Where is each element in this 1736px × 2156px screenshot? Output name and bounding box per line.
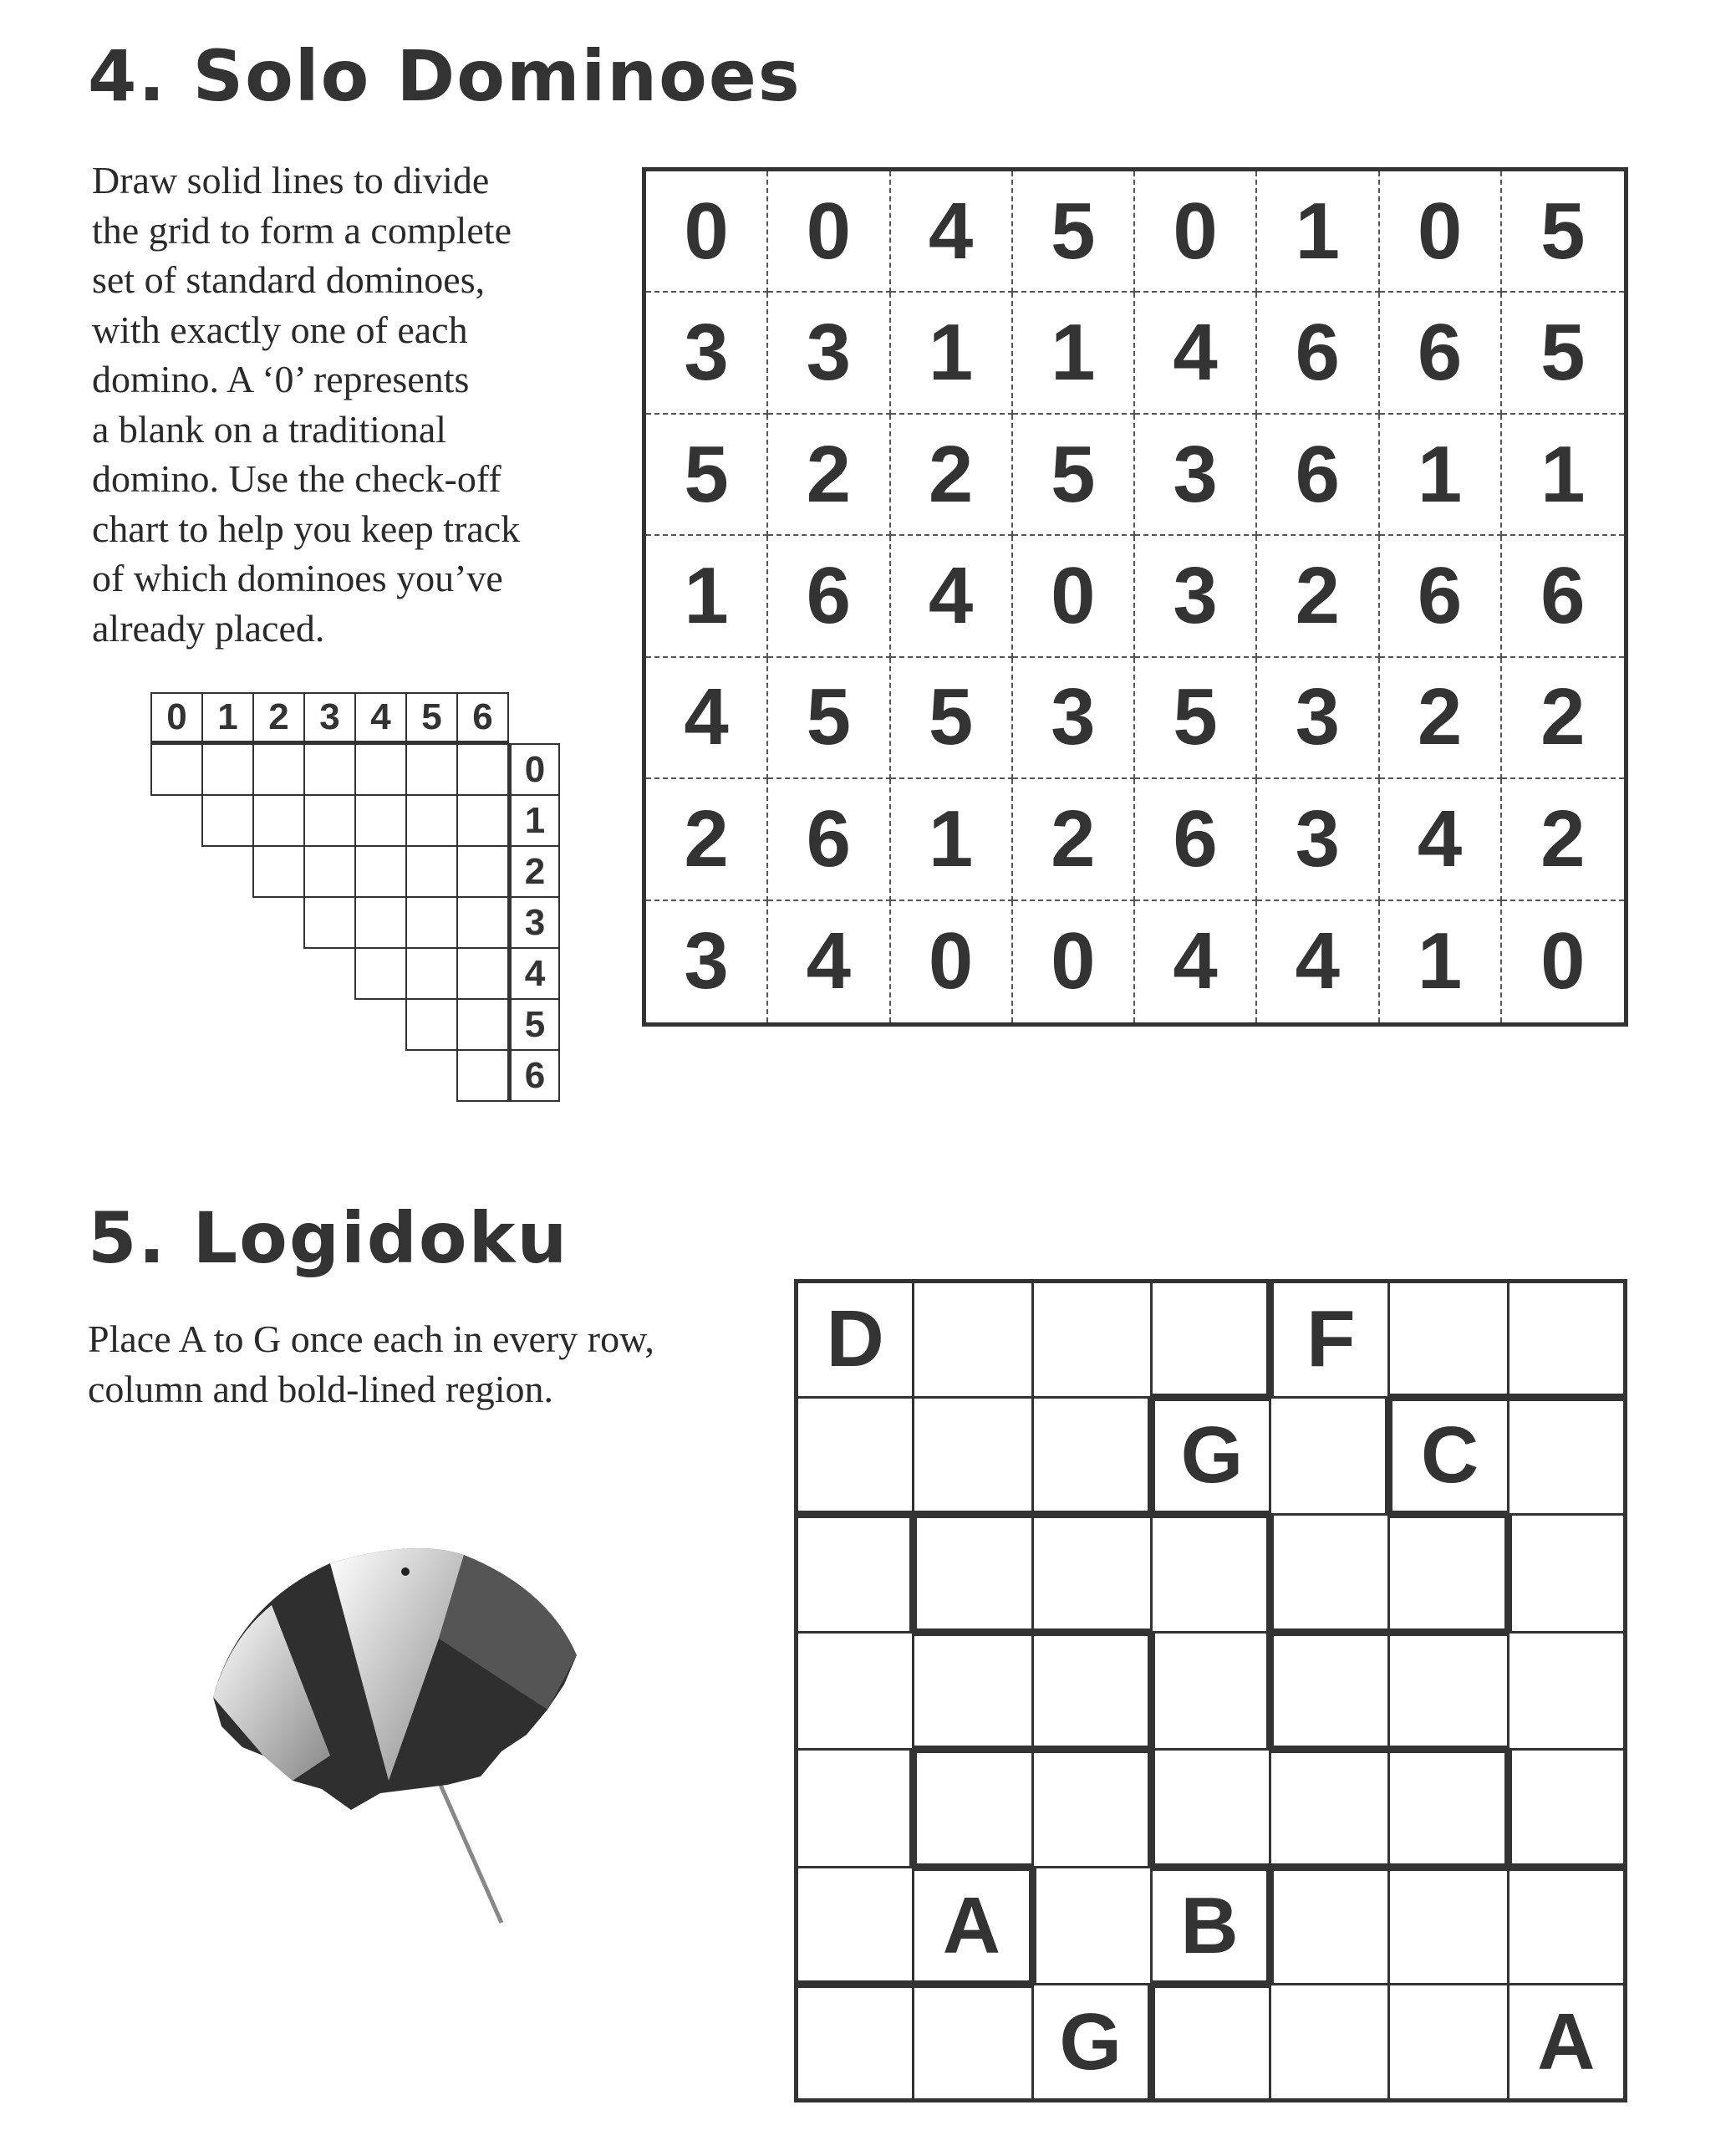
checkoff-box[interactable]: [456, 998, 509, 1051]
checkoff-box[interactable]: [405, 947, 458, 1000]
domino-cell[interactable]: 3: [1257, 779, 1379, 900]
logidoku-cell[interactable]: [1508, 1749, 1627, 1868]
logidoku-cell[interactable]: A: [913, 1867, 1032, 1985]
domino-cell[interactable]: 3: [1257, 658, 1379, 779]
domino-cell[interactable]: 0: [768, 171, 890, 293]
checkoff-column-header: 6: [456, 692, 509, 745]
domino-cell[interactable]: 0: [1540, 916, 1586, 1007]
domino-cell[interactable]: 4: [891, 171, 1013, 293]
domino-cell[interactable]: 6: [1502, 536, 1624, 657]
umbrella-icon: [196, 1538, 589, 1939]
checkoff-box[interactable]: [456, 1049, 509, 1102]
checkoff-row-header: 4: [507, 947, 560, 1000]
domino-cell[interactable]: 4: [768, 901, 890, 1022]
logidoku-cell[interactable]: [913, 1514, 1032, 1633]
checkoff-box[interactable]: [303, 794, 356, 847]
checkoff-row-header: 6: [507, 1049, 560, 1102]
logidoku-cell[interactable]: [794, 1984, 914, 2102]
logidoku-cell[interactable]: D: [794, 1279, 914, 1398]
logidoku-cell[interactable]: [1388, 1632, 1508, 1751]
puzzle-4-title: 4. Solo Dominoes: [88, 35, 802, 117]
logidoku-cell[interactable]: [1151, 1632, 1270, 1751]
domino-cell[interactable]: 5: [646, 415, 768, 536]
domino-cell[interactable]: 2: [1013, 779, 1135, 900]
domino-cell[interactable]: 1: [1502, 415, 1624, 536]
logidoku-cell[interactable]: [1032, 1867, 1152, 1985]
checkoff-box[interactable]: [405, 743, 458, 796]
logidoku-cell[interactable]: [794, 1867, 914, 1985]
checkoff-box[interactable]: [456, 896, 509, 949]
logidoku-cell[interactable]: A: [1508, 1984, 1627, 2102]
domino-cell[interactable]: 1: [891, 779, 1013, 900]
checkoff-box[interactable]: [456, 794, 509, 847]
domino-cell[interactable]: 4: [891, 536, 1013, 657]
instruction-line: already placed.: [92, 606, 325, 650]
logidoku-cell[interactable]: [913, 1749, 1032, 1868]
domino-cell[interactable]: 6: [1380, 293, 1502, 414]
checkoff-row-header: 0: [507, 743, 560, 796]
logidoku-cell[interactable]: [1151, 1514, 1270, 1633]
checkoff-box[interactable]: [354, 794, 407, 847]
checkoff-box[interactable]: [456, 743, 509, 796]
logidoku-cell[interactable]: [913, 1397, 1032, 1516]
domino-cell[interactable]: 0: [891, 901, 1013, 1022]
logidoku-cell[interactable]: [794, 1514, 914, 1633]
domino-cell[interactable]: 3: [646, 293, 768, 414]
checkoff-box[interactable]: [354, 947, 407, 1000]
logidoku-cell[interactable]: B: [1151, 1867, 1270, 1985]
domino-cell[interactable]: 4: [1257, 901, 1379, 1022]
domino-cell[interactable]: 3: [768, 293, 890, 414]
logidoku-cell[interactable]: G: [1032, 1984, 1152, 2102]
checkoff-box[interactable]: [201, 794, 254, 847]
domino-cell[interactable]: 2: [768, 415, 890, 536]
logidoku-cell[interactable]: [794, 1749, 914, 1868]
logidoku-cell[interactable]: [913, 1279, 1032, 1398]
domino-cell[interactable]: 2: [1257, 536, 1379, 657]
checkoff-column-header: 4: [354, 692, 407, 745]
domino-cell[interactable]: 0: [1135, 171, 1257, 293]
logidoku-grid[interactable]: [794, 1279, 1627, 2102]
logidoku-cell[interactable]: [1388, 1514, 1508, 1633]
logidoku-cell[interactable]: [1270, 1749, 1389, 1868]
checkoff-box[interactable]: [303, 845, 356, 898]
checkoff-box[interactable]: [405, 845, 458, 898]
checkoff-box[interactable]: [150, 743, 203, 796]
checkoff-box[interactable]: [456, 845, 509, 898]
checkoff-row-header: 1: [507, 794, 560, 847]
logidoku-cell[interactable]: F: [1270, 1279, 1389, 1398]
checkoff-row-header: 5: [507, 998, 560, 1051]
checkoff-row-header: 2: [507, 845, 560, 898]
checkoff-column-header: 0: [150, 692, 203, 745]
domino-cell[interactable]: 2: [1502, 658, 1624, 779]
domino-cell[interactable]: 5: [1502, 293, 1624, 414]
checkoff-box[interactable]: [201, 743, 254, 796]
domino-cell[interactable]: 6: [1257, 293, 1379, 414]
checkoff-box[interactable]: [354, 896, 407, 949]
checkoff-column-header: 5: [405, 692, 458, 745]
domino-cell[interactable]: 1: [1257, 171, 1379, 293]
logidoku-cell[interactable]: [1270, 1867, 1389, 1985]
domino-cell[interactable]: 5: [1135, 658, 1257, 779]
logidoku-cell[interactable]: [1032, 1279, 1152, 1398]
checkoff-column-header: 3: [303, 692, 356, 745]
instruction-line: set of standard dominoes,: [92, 258, 486, 301]
logidoku-cell[interactable]: G: [1151, 1397, 1270, 1516]
domino-cell[interactable]: 6: [1380, 536, 1502, 657]
checkoff-box[interactable]: [354, 743, 407, 796]
instruction-line: column and bold-lined region.: [88, 1367, 553, 1410]
domino-cell[interactable]: 1: [891, 293, 1013, 414]
domino-cell[interactable]: 0: [1380, 171, 1502, 293]
domino-grid[interactable]: [642, 167, 1628, 1027]
domino-cell[interactable]: 3: [1135, 536, 1257, 657]
instruction-line: the grid to form a complete: [92, 208, 512, 252]
puzzle-5-title: 5. Logidoku: [88, 1197, 569, 1279]
logidoku-cell[interactable]: [1270, 1984, 1389, 2102]
logidoku-cell[interactable]: [913, 1632, 1032, 1751]
checkoff-box[interactable]: [405, 896, 458, 949]
checkoff-box[interactable]: [252, 743, 305, 796]
puzzle-4-instructions: [92, 155, 520, 653]
domino-cell[interactable]: 1: [646, 536, 768, 657]
domino-cell[interactable]: 5: [891, 658, 1013, 779]
domino-cell[interactable]: 3: [1135, 415, 1257, 536]
instruction-line: a blank on a traditional: [92, 407, 447, 451]
domino-cell[interactable]: 3: [646, 901, 768, 1022]
logidoku-cell[interactable]: [1270, 1514, 1389, 1633]
domino-cell[interactable]: 1: [1380, 901, 1502, 1022]
logidoku-cell[interactable]: [794, 1397, 914, 1516]
domino-cell[interactable]: 0: [1013, 901, 1135, 1022]
instruction-line: of which dominoes you’ve: [92, 557, 503, 599]
domino-cell[interactable]: 4: [1135, 293, 1257, 414]
logidoku-cell[interactable]: C: [1388, 1397, 1508, 1516]
logidoku-cell[interactable]: [1032, 1514, 1152, 1633]
logidoku-cell[interactable]: [1508, 1397, 1627, 1516]
domino-cell[interactable]: 4: [1380, 779, 1502, 900]
logidoku-cell[interactable]: [1508, 1279, 1627, 1398]
checkoff-box[interactable]: [252, 845, 305, 898]
domino-cell[interactable]: 6: [1257, 415, 1379, 536]
domino-cell[interactable]: 6: [768, 536, 890, 657]
logidoku-cell[interactable]: [1032, 1397, 1152, 1516]
instruction-line: chart to help you keep track: [92, 507, 521, 550]
checkoff-box[interactable]: [303, 743, 356, 796]
logidoku-cell[interactable]: [1388, 1984, 1508, 2102]
domino-cell[interactable]: 5: [768, 658, 890, 779]
domino-cell[interactable]: 4: [646, 658, 768, 779]
logidoku-cell[interactable]: [1151, 1749, 1270, 1868]
domino-cell[interactable]: 2: [891, 415, 1013, 536]
logidoku-cell[interactable]: [1151, 1279, 1270, 1398]
domino-cell[interactable]: 0: [646, 171, 768, 293]
checkoff-box[interactable]: [354, 845, 407, 898]
logidoku-cell[interactable]: [1508, 1632, 1627, 1751]
domino-cell[interactable]: 4: [1135, 901, 1257, 1022]
domino-cell[interactable]: 2: [1502, 779, 1624, 900]
instruction-line: domino. A ‘0’ represents: [92, 358, 470, 400]
checkoff-box[interactable]: [405, 998, 458, 1051]
checkoff-box[interactable]: [303, 896, 356, 949]
domino-cell[interactable]: 5: [1502, 171, 1624, 293]
domino-cell[interactable]: 2: [646, 779, 768, 900]
logidoku-cell[interactable]: [1032, 1749, 1152, 1868]
checkoff-column-header: 2: [252, 692, 305, 745]
domino-cell[interactable]: 1: [1380, 415, 1502, 536]
logidoku-cell[interactable]: [1388, 1279, 1508, 1398]
checkoff-box[interactable]: [252, 794, 305, 847]
logidoku-cell[interactable]: [913, 1984, 1032, 2102]
checkoff-box[interactable]: [456, 947, 509, 1000]
instruction-line: with exactly one of each: [92, 308, 468, 351]
logidoku-cell[interactable]: [1508, 1514, 1627, 1633]
checkoff-row-header: 3: [507, 896, 560, 949]
domino-cell[interactable]: 5: [1013, 415, 1135, 536]
checkoff-column-header: 1: [201, 692, 254, 745]
logidoku-cell[interactable]: [1151, 1984, 1270, 2102]
logidoku-cell[interactable]: [1388, 1867, 1508, 1985]
domino-cell[interactable]: 2: [1380, 658, 1502, 779]
logidoku-cell[interactable]: [1388, 1749, 1508, 1868]
domino-cell[interactable]: 6: [768, 779, 890, 900]
domino-cell[interactable]: 5: [1013, 171, 1135, 293]
checkoff-box[interactable]: [405, 794, 458, 847]
instruction-line: Place A to G once each in every row,: [88, 1318, 654, 1360]
logidoku-cell[interactable]: [1270, 1632, 1389, 1751]
domino-cell[interactable]: 3: [1013, 658, 1135, 779]
domino-cell[interactable]: 1: [1013, 293, 1135, 414]
instruction-line: Draw solid lines to divide: [92, 159, 490, 201]
logidoku-cell[interactable]: [1508, 1867, 1627, 1985]
puzzle-5-instructions: [88, 1314, 654, 1414]
logidoku-cell[interactable]: [1270, 1397, 1389, 1516]
instruction-line: domino. Use the check-off: [92, 457, 501, 500]
domino-cell[interactable]: 6: [1135, 779, 1257, 900]
domino-cell[interactable]: 0: [1013, 536, 1135, 657]
logidoku-cell[interactable]: [1032, 1632, 1152, 1751]
logidoku-cell[interactable]: [794, 1632, 914, 1751]
